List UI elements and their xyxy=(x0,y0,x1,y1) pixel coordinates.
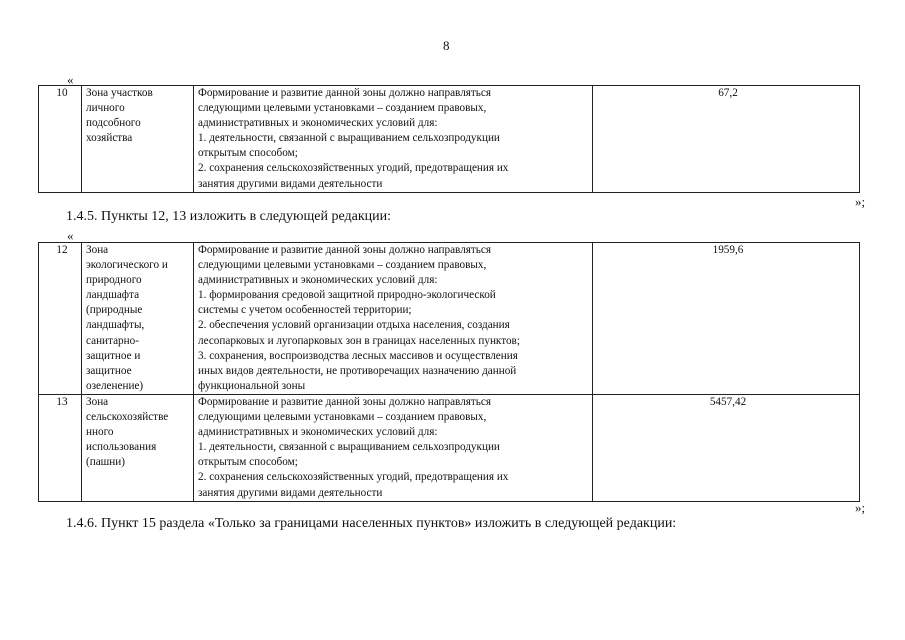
open-quote-2: « xyxy=(67,228,74,243)
zone-name-line: защитное xyxy=(86,364,132,377)
description-line: 2. обеспечения условий организации отдыха населения, создания xyxy=(198,319,510,332)
table-row xyxy=(39,86,860,193)
page-number: 8 xyxy=(443,38,450,53)
area-value: 5457,42 xyxy=(593,394,860,501)
zone-name-cell xyxy=(82,86,194,193)
description-line: следующими целевыми установками – созданием правовых, xyxy=(198,259,487,272)
zone-name-line: (природные xyxy=(86,304,143,317)
description-line: 2. сохранения сельскохозяйственных угодий, предотвращения их xyxy=(198,471,509,484)
row-number: 12 xyxy=(39,243,82,395)
description-line: функциональной зоны xyxy=(198,379,306,392)
close-quote-2: »; xyxy=(855,500,866,515)
zone-name-line: защитное и xyxy=(86,349,141,362)
zone-name-line: хозяйства xyxy=(86,132,133,145)
description-line: 3. сохранения, воспроизводства лесных массивов и осуществления xyxy=(198,349,518,362)
zone-name-line: подсобного xyxy=(86,117,141,130)
row-number: 10 xyxy=(39,86,82,193)
description-line: 2. сохранения сельскохозяйственных угодий, предотвращения их xyxy=(198,162,509,175)
description-line: Формирование и развитие данной зоны должно направляться xyxy=(198,244,492,256)
zone-name-line: нного xyxy=(86,426,114,439)
zone-name-line: санитарно- xyxy=(86,334,139,347)
description-line: 1. деятельности, связанной с выращиванием сельхозпродукции xyxy=(198,132,500,145)
zone-name-line: Зона xyxy=(86,244,109,256)
zones-table-2 xyxy=(38,242,860,502)
description-line: занятия другими видами деятельности xyxy=(198,177,383,190)
description-line: 1. формирования средовой защитной природно-экологической xyxy=(198,289,496,302)
description-line: открытым способом; xyxy=(198,456,298,469)
zone-name-line: ландшафты, xyxy=(86,319,145,332)
area-value: 1959,6 xyxy=(593,243,860,395)
row-number: 13 xyxy=(39,394,82,501)
paragraph-1-4-5: 1.4.5. Пункты 12, 13 изложить в следующей редакции: xyxy=(66,209,392,224)
description-line: следующими целевыми установками – созданием правовых, xyxy=(198,411,487,424)
zone-name-line: (пашни) xyxy=(86,456,125,469)
zone-name-line: озеленение) xyxy=(86,379,144,392)
description-line: иных видов деятельности, не противоречащих назначению данной xyxy=(198,364,517,377)
description-line: следующими целевыми установками – созданием правовых, xyxy=(198,102,487,115)
description-line: системы с учетом особенностей территории; xyxy=(198,304,412,317)
zone-name-line: Зона xyxy=(86,395,109,408)
zone-name-cell xyxy=(82,243,194,395)
zone-name-line: использования xyxy=(86,441,157,454)
zone-name-line: Зона участков xyxy=(86,87,153,99)
table-row xyxy=(39,243,860,395)
zone-name-line: экологического и xyxy=(86,259,168,272)
description-line: Формирование и развитие данной зоны должно направляться xyxy=(198,395,492,408)
table-row xyxy=(39,394,860,501)
description-line: лесопарковых и лугопарковых зон в границах населенных пунктов; xyxy=(198,334,520,347)
zone-name-line: личного xyxy=(86,102,125,115)
description-line: административных и экономических условий для: xyxy=(198,426,438,439)
open-quote-1: « xyxy=(67,72,74,87)
description-cell xyxy=(194,243,593,395)
paragraph-1-4-6: 1.4.6. Пункт 15 раздела «Только за границами населенных пунктов» изложить в следующей редакции: xyxy=(66,516,677,531)
zone-name-cell xyxy=(82,394,194,501)
zone-name-line: природного xyxy=(86,274,142,287)
close-quote-1: »; xyxy=(855,194,866,209)
description-line: 1. деятельности, связанной с выращиванием сельхозпродукции xyxy=(198,441,500,454)
description-line: Формирование и развитие данной зоны должно направляться xyxy=(198,87,492,99)
area-value: 67,2 xyxy=(593,86,860,193)
description-line: открытым способом; xyxy=(198,147,298,160)
description-line: административных и экономических условий для: xyxy=(198,117,438,130)
zone-name-line: ландшафта xyxy=(86,289,140,302)
description-cell xyxy=(194,86,593,193)
description-line: административных и экономических условий для: xyxy=(198,274,438,287)
description-line: занятия другими видами деятельности xyxy=(198,486,383,499)
zones-table-1 xyxy=(38,85,860,193)
zone-name-line: сельскохозяйстве xyxy=(86,411,169,424)
description-cell xyxy=(194,394,593,501)
